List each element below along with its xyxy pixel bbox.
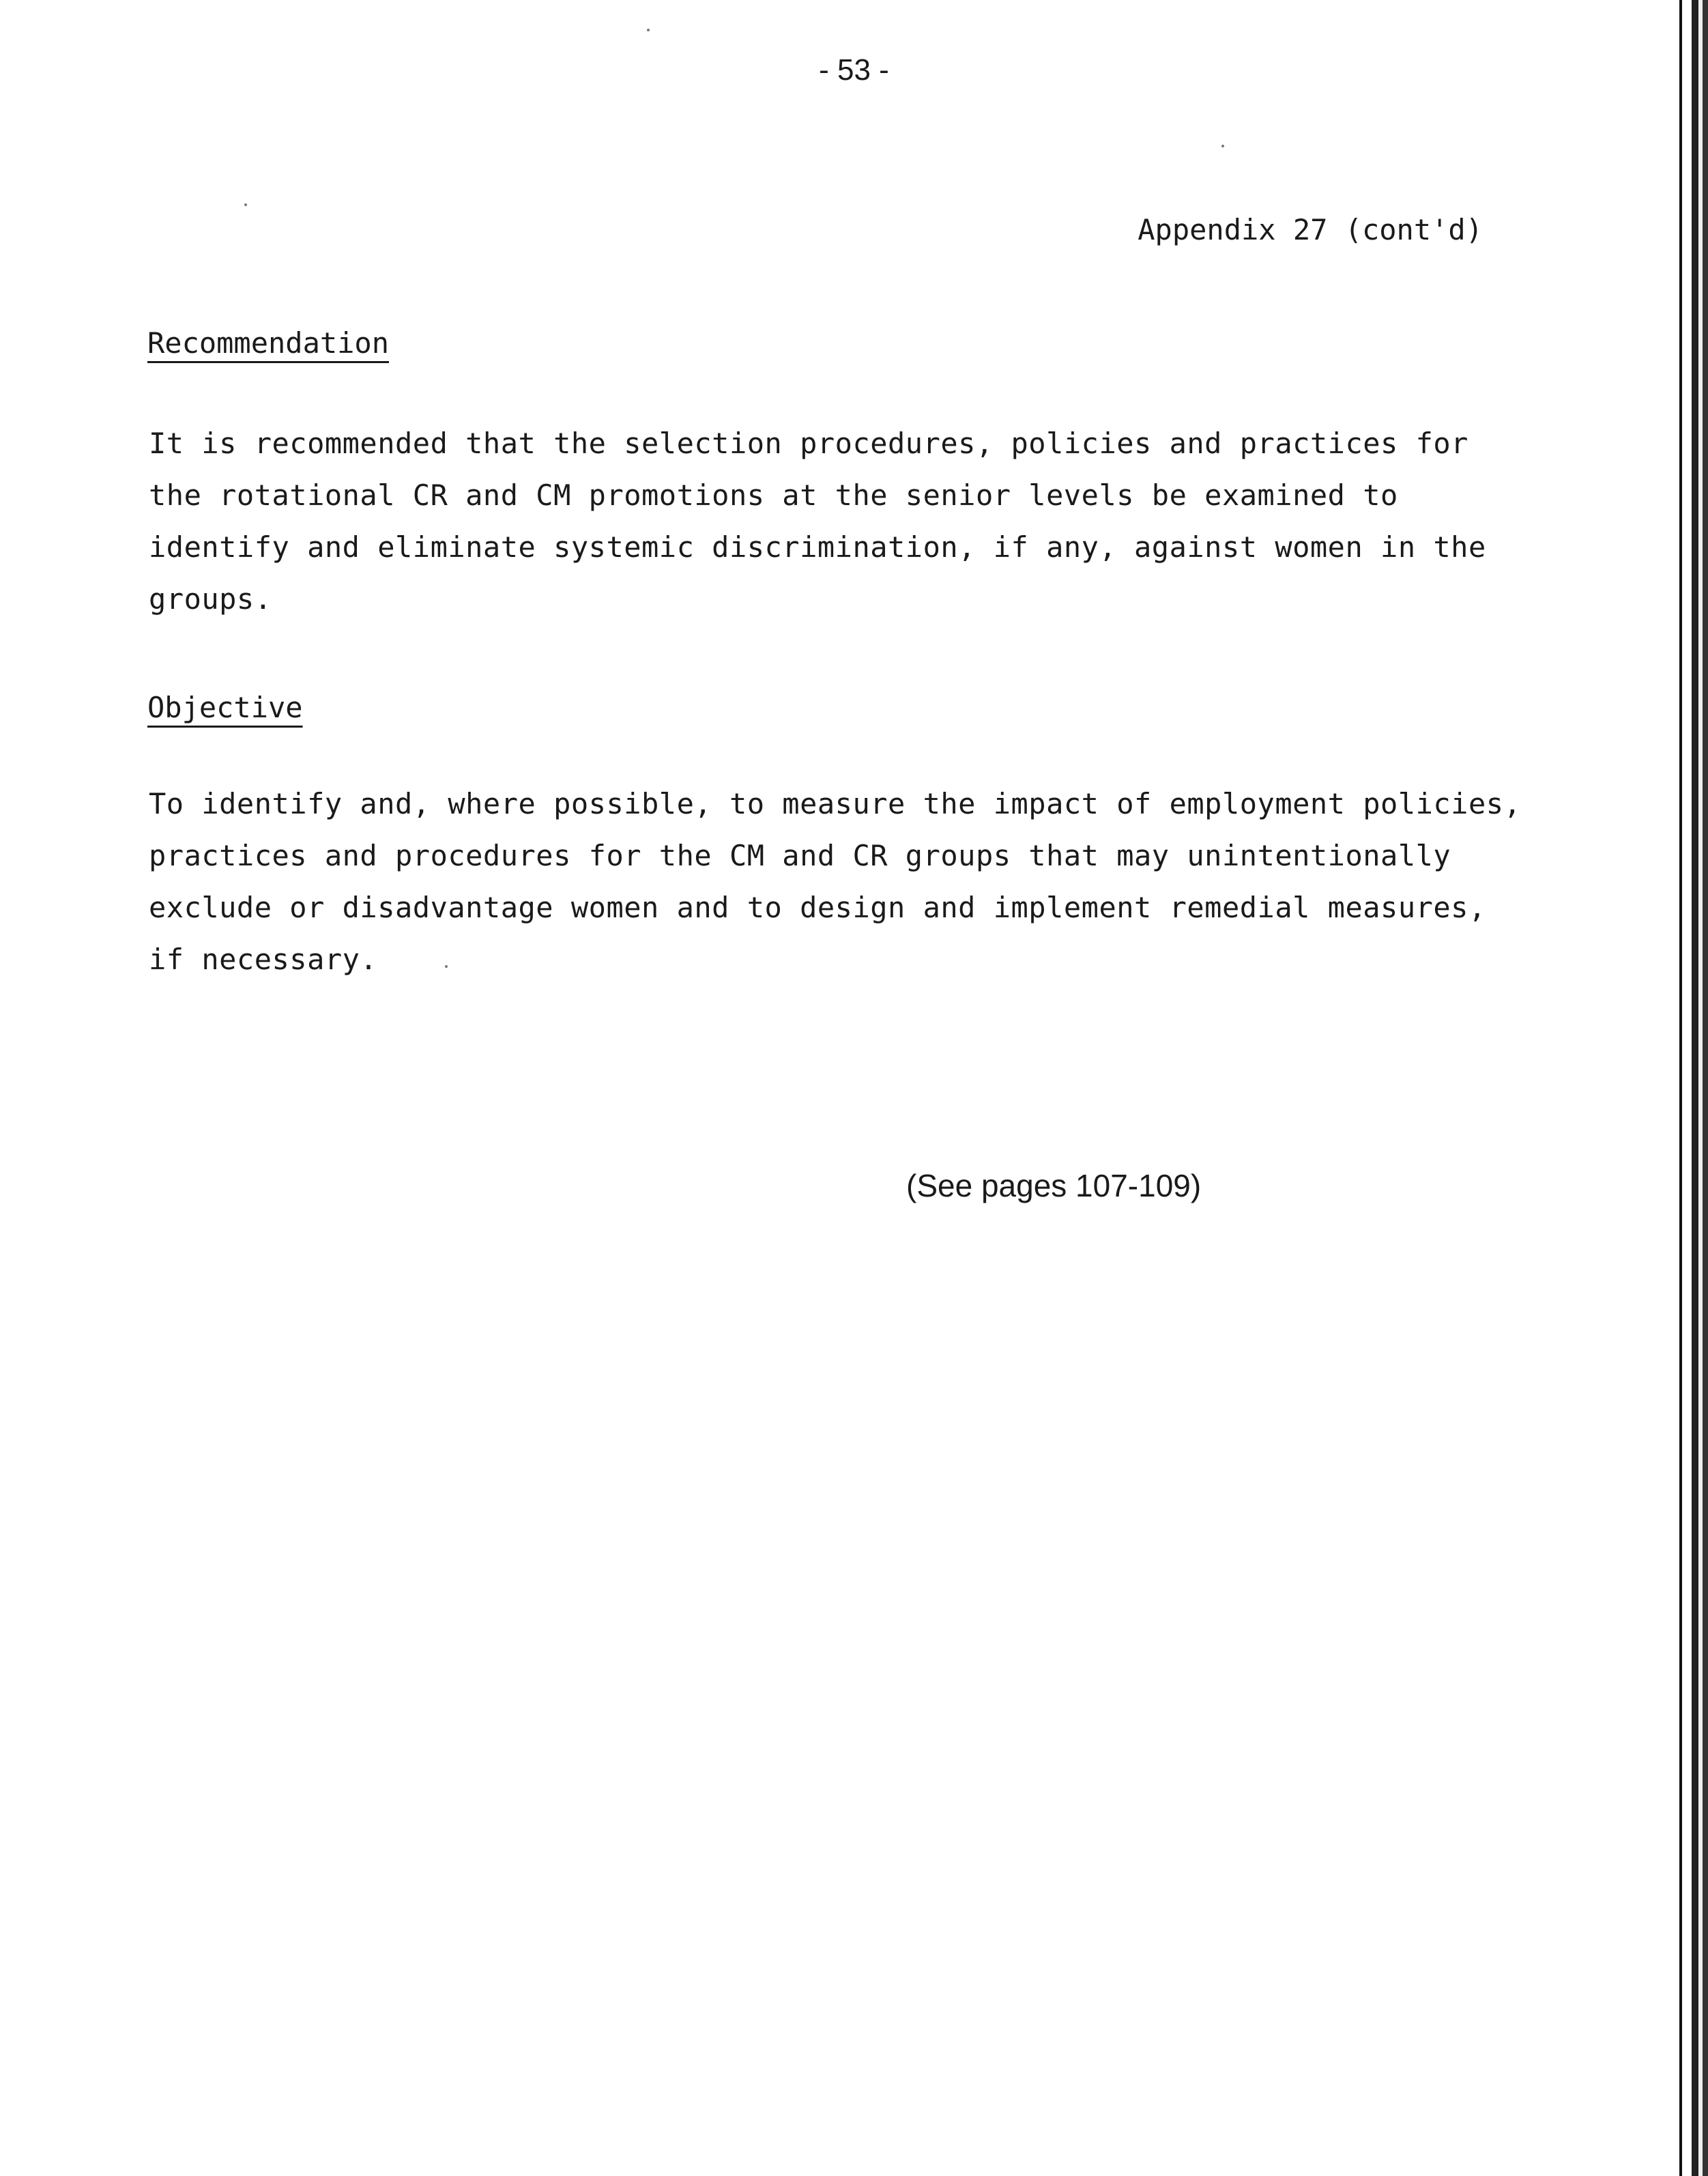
scan-speck <box>647 29 650 31</box>
scan-binding-edge <box>1679 0 1708 2176</box>
recommendation-paragraph <box>149 418 1520 625</box>
objective-paragraph <box>149 778 1520 986</box>
objective-line: if necessary. <box>149 943 378 976</box>
scan-speck <box>445 965 448 968</box>
objective-line: exclude or disadvantage women and to design and implement remedial measures, <box>149 891 1486 924</box>
objective-line: To identify and, where possible, to measure the impact of employment policies, <box>149 787 1522 820</box>
recommendation-line: groups. <box>149 582 272 616</box>
recommendation-heading: Recommendation <box>147 326 390 360</box>
recommendation-line: It is recommended that the selection procedures, policies and practices for <box>149 427 1468 460</box>
recommendation-line: the rotational CR and CM promotions at the senior levels be examined to <box>149 478 1398 512</box>
see-pages-reference: (See pages 107-109) <box>906 1168 1202 1203</box>
page-number: - 53 - <box>819 53 889 87</box>
scan-speck <box>1221 145 1224 147</box>
objective-line: practices and procedures for the CM and CR groups that may unintentionally <box>149 839 1451 872</box>
recommendation-line: identify and eliminate systemic discrimination, if any, against women in the <box>149 530 1486 564</box>
scan-speck <box>244 203 247 206</box>
objective-heading: Objective <box>147 691 303 724</box>
appendix-label: Appendix 27 (cont'd) <box>1138 213 1483 246</box>
